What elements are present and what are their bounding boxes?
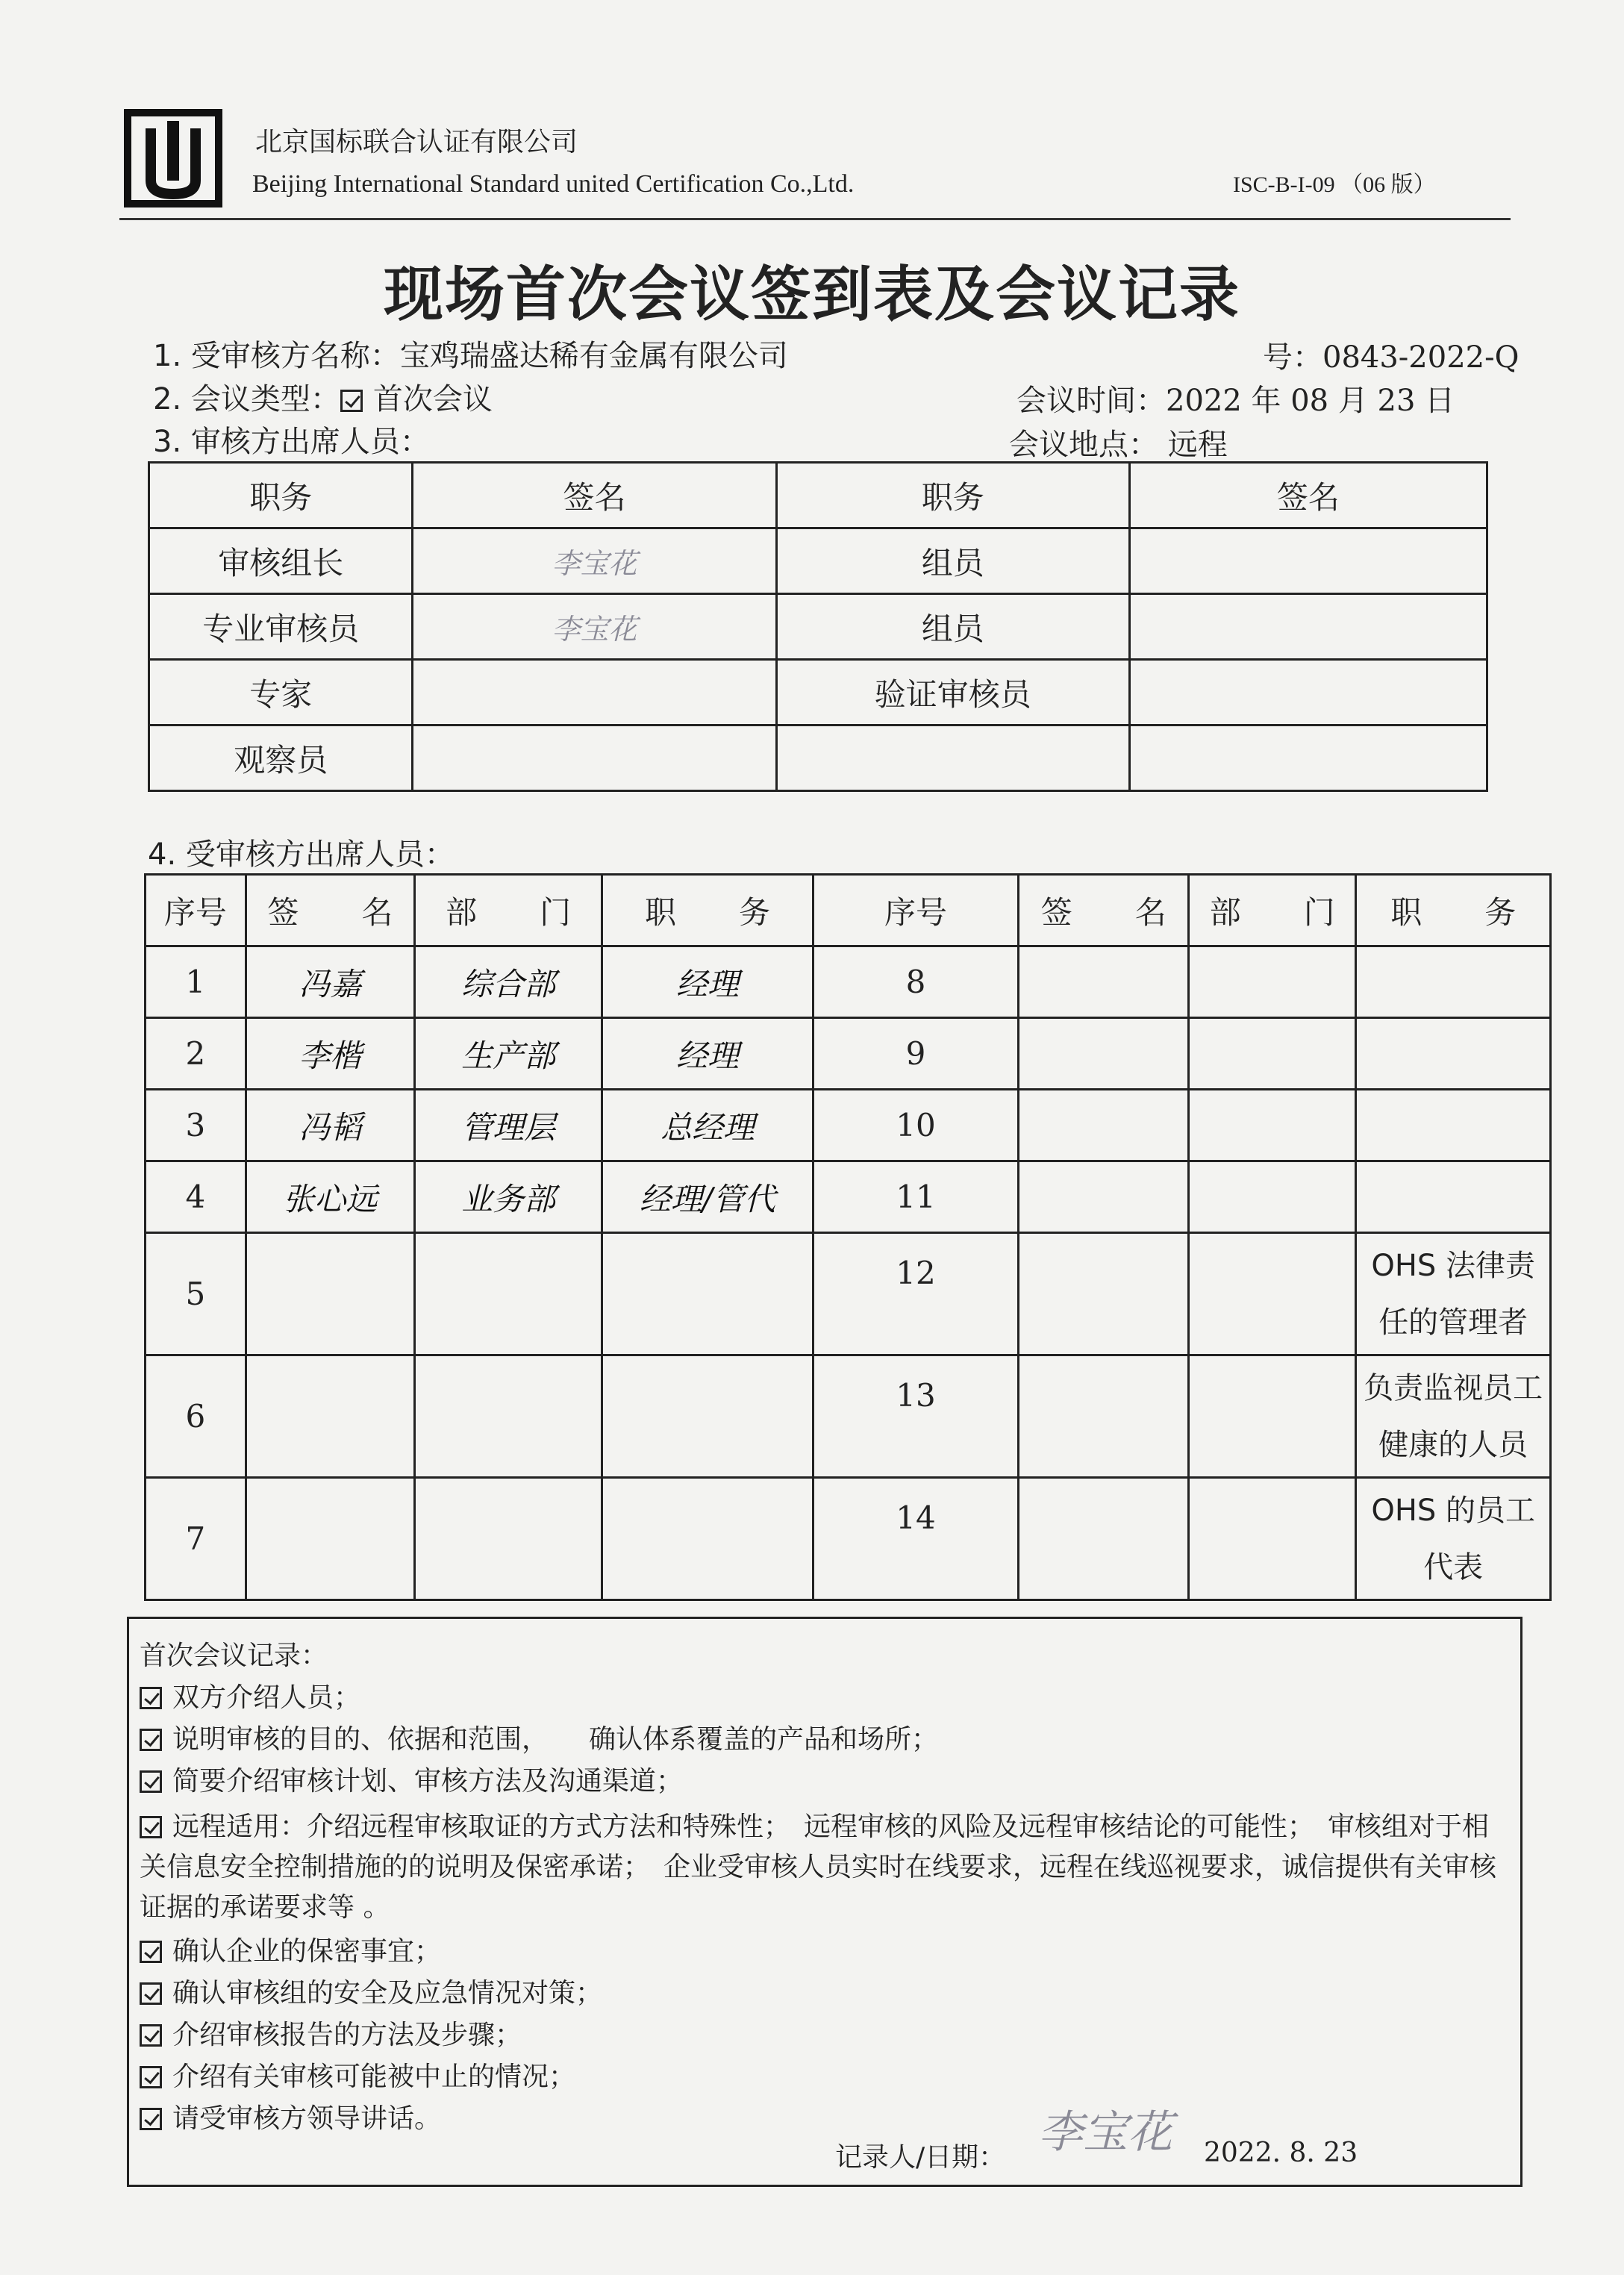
record-item bbox=[140, 1935, 441, 1967]
row-no: 7 bbox=[146, 1478, 246, 1600]
dept-cell bbox=[414, 1478, 602, 1600]
row-no-2: 10 bbox=[813, 1090, 1019, 1161]
signature-cell bbox=[246, 1233, 414, 1355]
record-item-text: 确认审核组的安全及应急情况对策； bbox=[172, 1978, 603, 2009]
meeting-place: 会议地点： 远程 bbox=[1009, 428, 1228, 462]
role-cell: 观察员 bbox=[149, 725, 413, 791]
audit-number: 号：0843-2022-Q bbox=[1263, 340, 1520, 375]
signature-cell-2 bbox=[1019, 946, 1189, 1018]
header-role-2: 职务 bbox=[776, 463, 1129, 528]
signature-cell bbox=[413, 660, 776, 725]
record-title: 首次会议记录： bbox=[140, 1641, 328, 1671]
checkbox-checked-icon bbox=[140, 2066, 162, 2088]
record-item-text: 介绍审核报告的方法及步骤； bbox=[172, 2020, 522, 2050]
record-date: 2022. 8. 23 bbox=[1204, 2138, 1358, 2168]
auditor-attendance-table bbox=[148, 461, 1488, 792]
header-position-2: 职 务 bbox=[1356, 875, 1551, 946]
meeting-type-label: 2. 会议类型： bbox=[153, 382, 340, 416]
checkbox-checked-icon bbox=[140, 1729, 162, 1751]
header-sign-2: 签 名 bbox=[1019, 875, 1189, 946]
header-no-2: 序号 bbox=[813, 875, 1019, 946]
position-cell bbox=[602, 1233, 813, 1355]
isc-logo-icon bbox=[121, 106, 225, 210]
signature-cell-2 bbox=[1019, 1233, 1189, 1355]
header-dept-2: 部 门 bbox=[1189, 875, 1356, 946]
position-cell-2 bbox=[1356, 1161, 1551, 1233]
role-cell: 专业审核员 bbox=[149, 594, 413, 660]
header-position: 职 务 bbox=[602, 875, 813, 946]
row-no-2: 14 bbox=[813, 1478, 1019, 1600]
record-item-text: 请受审核方领导讲话。 bbox=[172, 2103, 442, 2134]
signature-cell: 李楷 bbox=[246, 1018, 414, 1090]
position-cell-2: 负责监视员工健康的人员 bbox=[1356, 1355, 1551, 1478]
signature-cell-2 bbox=[1129, 528, 1487, 594]
signature-cell-2 bbox=[1019, 1478, 1189, 1600]
record-item bbox=[140, 1723, 938, 1756]
checkbox-checked-icon bbox=[140, 1941, 162, 1963]
dept-cell-2 bbox=[1189, 1161, 1356, 1233]
record-item bbox=[140, 1977, 602, 2009]
signature-cell-2 bbox=[1019, 1161, 1189, 1233]
meeting-type-value: 首次会议 bbox=[372, 382, 493, 416]
dept-cell bbox=[414, 1355, 602, 1478]
position-cell-2 bbox=[1356, 946, 1551, 1018]
position-cell-2: OHS 的员工代表 bbox=[1356, 1478, 1551, 1600]
signature-cell: 张心远 bbox=[246, 1161, 414, 1233]
dept-cell: 管理层 bbox=[414, 1090, 602, 1161]
header-rule bbox=[119, 218, 1511, 220]
row-no: 5 bbox=[146, 1233, 246, 1355]
header-sign: 签 名 bbox=[246, 875, 414, 946]
record-item-text: 远程适用：介绍远程审核取证的方式方法和特殊性； 远程审核的风险及远程审核结论的可能性； 审核组对于相关信息安全控制措施的的说明及保密承诺； 企业受审核人员实时在线要求，远程在线巡视要求，诚信提供有关审核证据的承诺要求等 。 bbox=[140, 1811, 1497, 1923]
record-item bbox=[140, 1807, 1504, 1928]
position-cell: 经理 bbox=[602, 946, 813, 1018]
header-no: 序号 bbox=[146, 875, 246, 946]
signature-cell bbox=[246, 1478, 414, 1600]
signature-cell: 冯韬 bbox=[246, 1090, 414, 1161]
record-item bbox=[140, 1682, 360, 1714]
signature-cell-2 bbox=[1019, 1355, 1189, 1478]
row-no-2: 13 bbox=[813, 1355, 1019, 1478]
row-no-2: 11 bbox=[813, 1161, 1019, 1233]
position-cell-2 bbox=[1356, 1018, 1551, 1090]
dept-cell-2 bbox=[1189, 1355, 1356, 1478]
dept-cell-2 bbox=[1189, 1478, 1356, 1600]
role-cell-2: 组员 bbox=[776, 528, 1129, 594]
signature-cell-2 bbox=[1129, 660, 1487, 725]
checkbox-checked-icon bbox=[140, 2108, 162, 2130]
row-no: 6 bbox=[146, 1355, 246, 1478]
record-item-text: 双方介绍人员； bbox=[172, 1682, 361, 1713]
dept-cell: 综合部 bbox=[414, 946, 602, 1018]
dept-cell bbox=[414, 1233, 602, 1355]
signature-cell-2 bbox=[1129, 725, 1487, 791]
auditee-attendance-table bbox=[144, 873, 1552, 1601]
role-cell-2: 验证审核员 bbox=[776, 660, 1129, 725]
document-title: 现场首次会议签到表及会议记录 bbox=[384, 260, 1240, 329]
position-cell bbox=[602, 1478, 813, 1600]
position-cell-2: OHS 法律责任的管理者 bbox=[1356, 1233, 1551, 1355]
role-cell: 专家 bbox=[149, 660, 413, 725]
position-cell-2 bbox=[1356, 1090, 1551, 1161]
row-no-2: 12 bbox=[813, 1233, 1019, 1355]
row-no: 3 bbox=[146, 1090, 246, 1161]
header-dept: 部 门 bbox=[414, 875, 602, 946]
position-cell: 总经理 bbox=[602, 1090, 813, 1161]
form-code: ISC-B-I-09 （06 版） bbox=[1233, 172, 1436, 197]
signature-cell: 李宝花 bbox=[413, 528, 776, 594]
dept-cell-2 bbox=[1189, 1018, 1356, 1090]
recorder-label: 记录人/日期： bbox=[835, 2142, 1006, 2173]
dept-cell: 业务部 bbox=[414, 1161, 602, 1233]
record-item-text: 简要介绍审核计划、审核方法及沟通渠道； bbox=[172, 1766, 684, 1797]
dept-cell-2 bbox=[1189, 1233, 1356, 1355]
meeting-type bbox=[153, 375, 493, 418]
signature-cell-2 bbox=[1019, 1018, 1189, 1090]
signature-cell bbox=[413, 725, 776, 791]
header-sign: 签名 bbox=[413, 463, 776, 528]
signature-cell-2 bbox=[1019, 1090, 1189, 1161]
checkbox-checked-icon bbox=[140, 1770, 162, 1793]
signature-cell: 李宝花 bbox=[413, 594, 776, 660]
checkbox-checked-icon bbox=[140, 1687, 162, 1709]
row-no: 4 bbox=[146, 1161, 246, 1233]
row-no-2: 8 bbox=[813, 946, 1019, 1018]
record-item bbox=[140, 2103, 441, 2135]
record-item bbox=[140, 2019, 522, 2051]
record-item-text: 说明审核的目的、依据和范围， 确认体系覆盖的产品和场所； bbox=[172, 1724, 939, 1755]
checkbox-checked-icon bbox=[140, 1982, 162, 2005]
meeting-time: 会议时间：2022 年 08 月 23 日 bbox=[1016, 384, 1455, 418]
header-sign-2: 签名 bbox=[1129, 463, 1487, 528]
row-no-2: 9 bbox=[813, 1018, 1019, 1090]
row-no: 2 bbox=[146, 1018, 246, 1090]
position-cell: 经理/管代 bbox=[602, 1161, 813, 1233]
dept-cell-2 bbox=[1189, 946, 1356, 1018]
record-item-text: 介绍有关审核可能被中止的情况； bbox=[172, 2062, 576, 2092]
position-cell bbox=[602, 1355, 813, 1478]
company-name-cn: 北京国标联合认证有限公司 bbox=[255, 127, 578, 157]
record-item bbox=[140, 1765, 683, 1797]
auditor-attendees-label: 3. 审核方出席人员： bbox=[153, 425, 430, 459]
checkbox-checked-icon bbox=[340, 390, 363, 412]
recorder-signature: 李宝花 bbox=[1038, 2106, 1172, 2159]
record-item-text: 确认企业的保密事宜； bbox=[172, 1936, 442, 1967]
role-cell-2: 组员 bbox=[776, 594, 1129, 660]
dept-cell-2 bbox=[1189, 1090, 1356, 1161]
auditee-attendees-label: 4. 受审核方出席人员： bbox=[148, 837, 455, 872]
signature-cell: 冯嘉 bbox=[246, 946, 414, 1018]
checkbox-checked-icon bbox=[140, 1816, 162, 1838]
row-no: 1 bbox=[146, 946, 246, 1018]
signature-cell bbox=[246, 1355, 414, 1478]
record-item bbox=[140, 2061, 575, 2093]
position-cell: 经理 bbox=[602, 1018, 813, 1090]
company-name-en: Beijing International Standard united Certification Co.,Ltd. bbox=[252, 170, 855, 198]
checkbox-checked-icon bbox=[140, 2024, 162, 2047]
auditee-name: 1. 受审核方名称：宝鸡瑞盛达稀有金属有限公司 bbox=[153, 339, 788, 373]
header-role: 职务 bbox=[149, 463, 413, 528]
role-cell: 审核组长 bbox=[149, 528, 413, 594]
role-cell-2 bbox=[776, 725, 1129, 791]
dept-cell: 生产部 bbox=[414, 1018, 602, 1090]
meeting-record-box bbox=[127, 1617, 1522, 2187]
signature-cell-2 bbox=[1129, 594, 1487, 660]
